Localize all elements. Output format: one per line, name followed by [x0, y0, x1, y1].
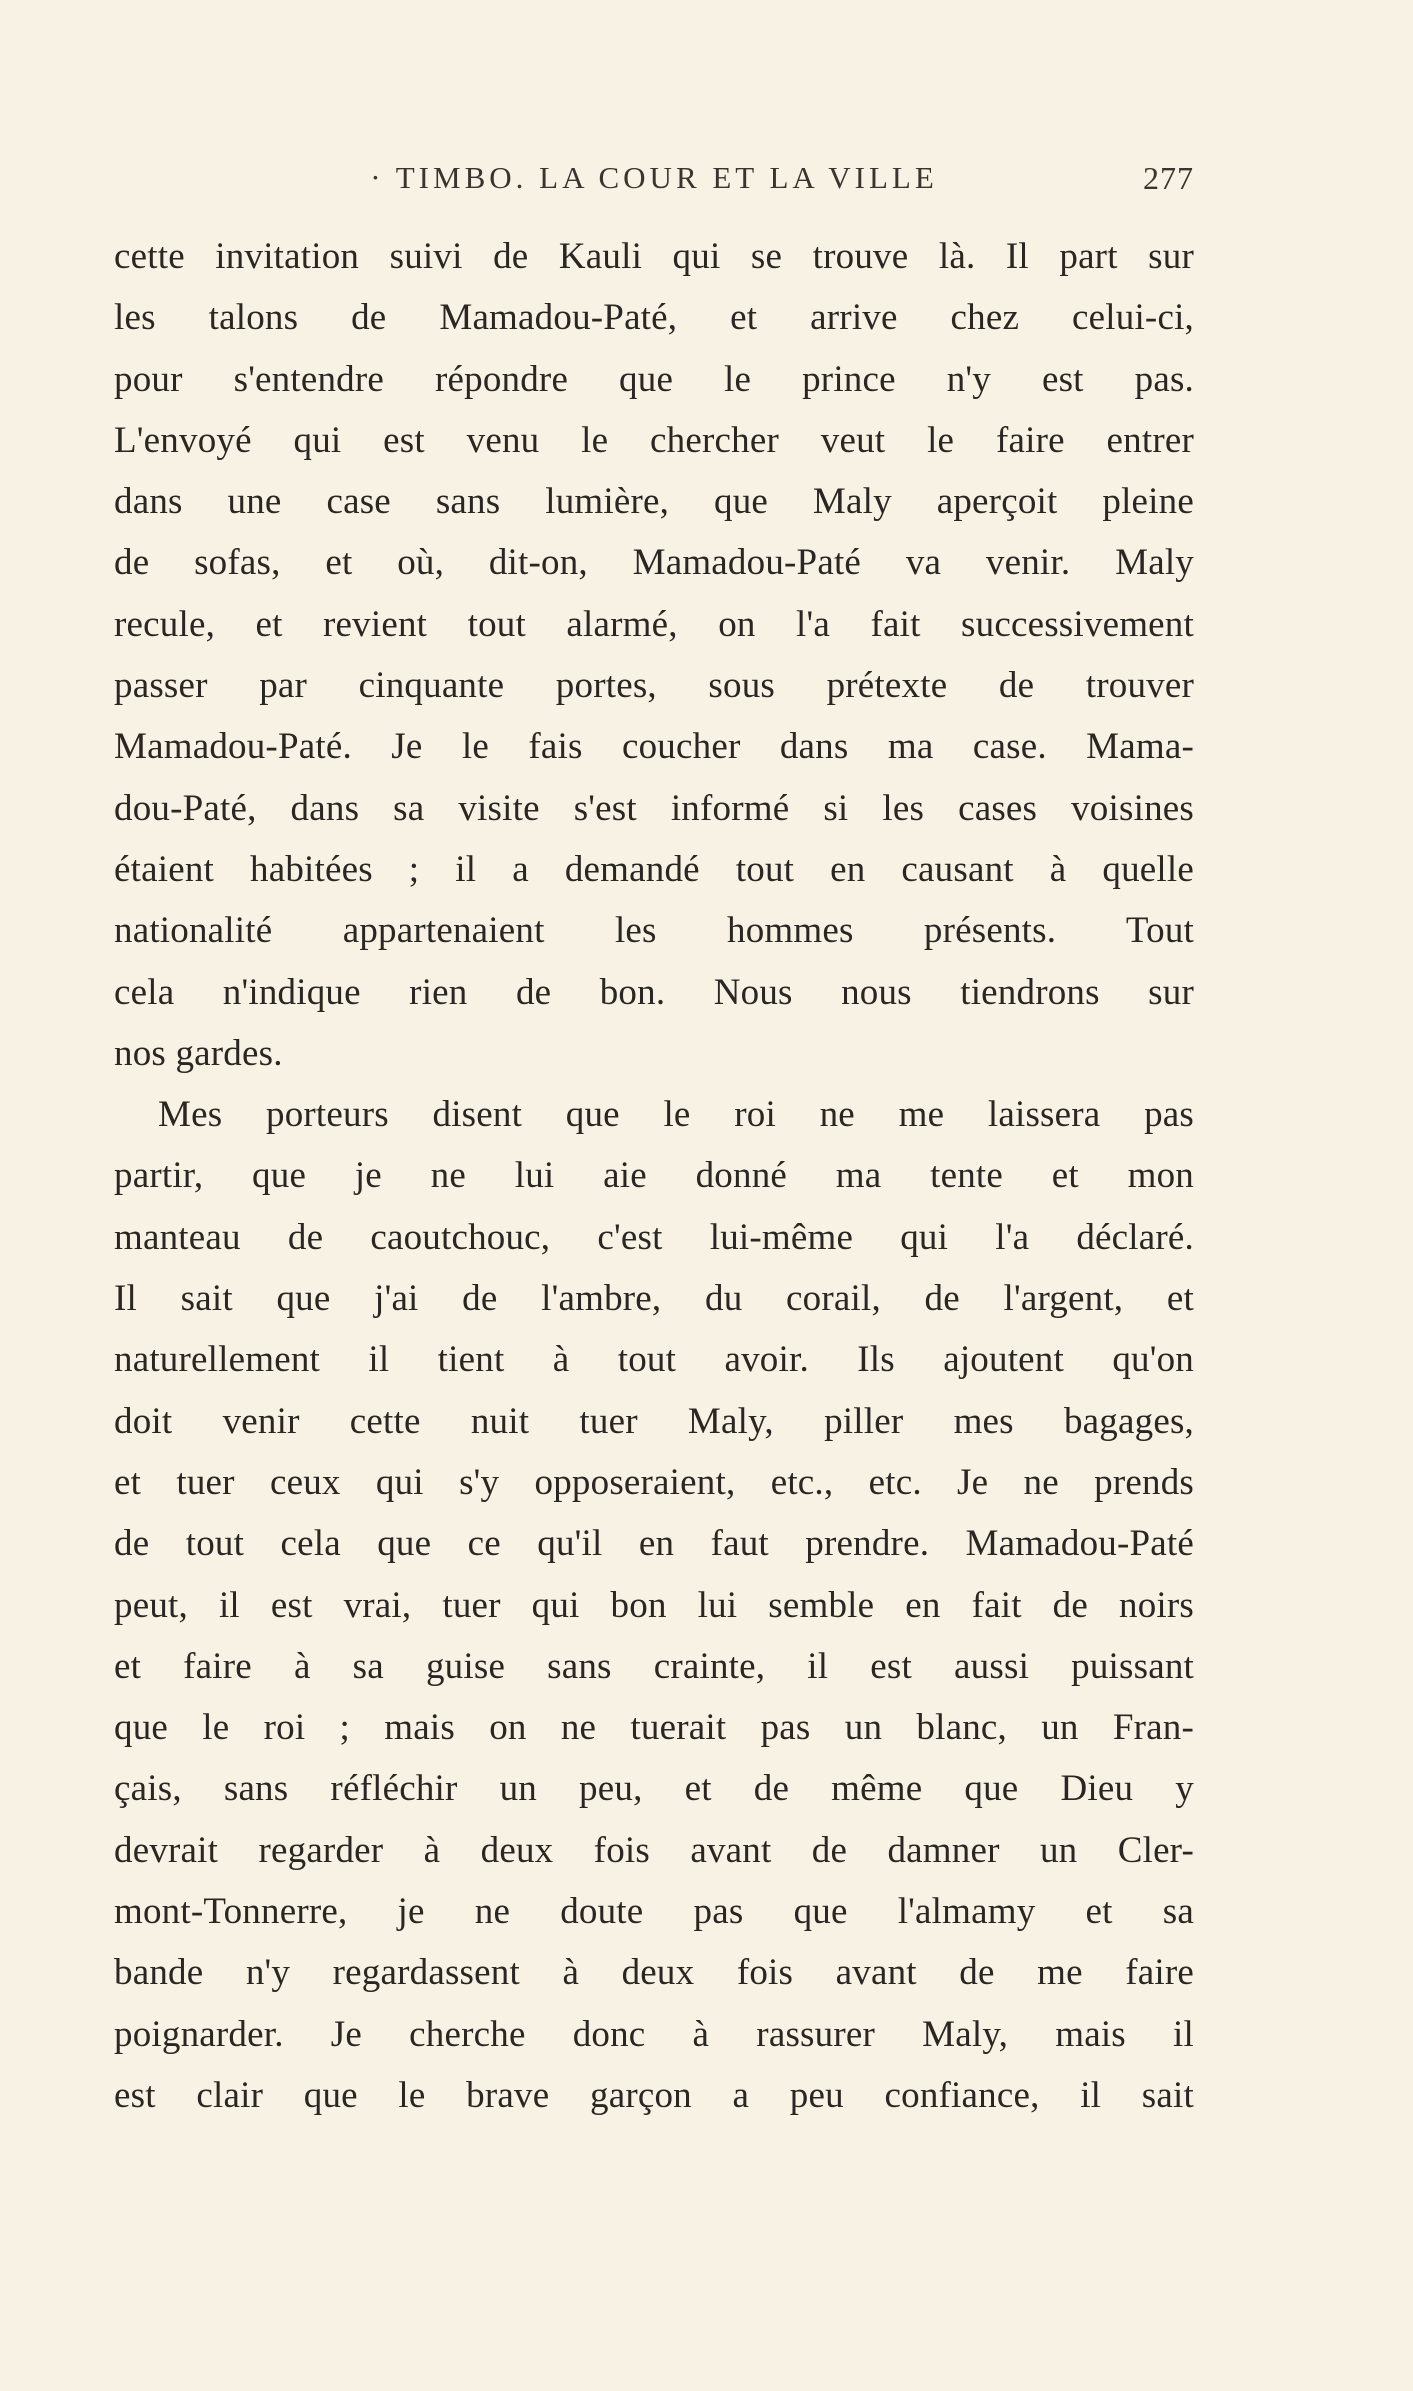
text-line: et faire à sa guise sans crainte, il est aussi puissant — [114, 1645, 1194, 1687]
text-line: recule, et revient tout alarmé, on l'a fait successivement — [114, 603, 1194, 645]
text-line: L'envoyé qui est venu le chercher veut le faire entrer — [114, 419, 1194, 461]
text-line: que le roi ; mais on ne tuerait pas un blanc, un Fran- — [114, 1707, 1194, 1749]
text-line: manteau de caoutchouc, c'est lui-même qui l'a déclaré. — [114, 1216, 1194, 1258]
text-line: de tout cela que ce qu'il en faut prendre. Mamadou-Paté — [114, 1523, 1194, 1565]
text-line: poignarder. Je cherche donc à rassurer Maly, mais il — [114, 2013, 1194, 2055]
text-line: est clair que le brave garçon a peu confiance, il sait — [114, 2074, 1194, 2116]
text-line: pour s'entendre répondre que le prince n'y est pas. — [114, 358, 1194, 400]
running-title: · TIMBO. LA COUR ET LA VILLE — [370, 160, 938, 195]
text-line: bande n'y regardassent à deux fois avant de me faire — [114, 1952, 1194, 1994]
text-line: dou-Paté, dans sa visite s'est informé si les cases voisines — [114, 787, 1194, 829]
running-head — [114, 158, 1194, 208]
page-number: 277 — [1143, 160, 1194, 196]
text-line: partir, que je ne lui aie donné ma tente et mon — [114, 1155, 1194, 1197]
text-line: étaient habitées ; il a demandé tout en causant à quelle — [114, 848, 1194, 890]
text-line: cette invitation suivi de Kauli qui se trouve là. Il part sur — [114, 236, 1194, 277]
text-line: Il sait que j'ai de l'ambre, du corail, de l'argent, et — [114, 1278, 1194, 1320]
text-line: naturellement il tient à tout avoir. Ils ajoutent qu'on — [114, 1339, 1194, 1381]
text-line: cela n'indique rien de bon. Nous nous tiendrons sur — [114, 971, 1194, 1013]
text-line: peut, il est vrai, tuer qui bon lui semble en fait de noirs — [114, 1584, 1194, 1626]
text-line: Mamadou-Paté. Je le fais coucher dans ma case. Mama- — [114, 726, 1194, 768]
text-line: les talons de Mamadou-Paté, et arrive chez celui-ci, — [114, 297, 1194, 339]
text-line: doit venir cette nuit tuer Maly, piller mes bagages, — [114, 1400, 1194, 1442]
text-line: çais, sans réfléchir un peu, et de même que Dieu y — [114, 1768, 1194, 1810]
paragraph-start-line: Mes porteurs disent que le roi ne me laissera pas — [158, 1094, 1194, 1136]
text-line: mont-Tonnerre, je ne doute pas que l'almamy et sa — [114, 1891, 1194, 1933]
text-line: et tuer ceux qui s'y opposeraient, etc., etc. Je ne prends — [114, 1461, 1194, 1503]
text-line: passer par cinquante portes, sous prétexte de trouver — [114, 665, 1194, 707]
paragraph-end-line: nos gardes. — [114, 1032, 283, 1074]
text-line: dans une case sans lumière, que Maly aperçoit pleine — [114, 481, 1194, 523]
text-line: de sofas, et où, dit-on, Mamadou-Paté va venir. Maly — [114, 542, 1194, 584]
text-line: devrait regarder à deux fois avant de damner un Cler- — [114, 1829, 1194, 1871]
text-line: nationalité appartenaient les hommes présents. Tout — [114, 910, 1194, 952]
body-text — [114, 226, 1194, 2126]
